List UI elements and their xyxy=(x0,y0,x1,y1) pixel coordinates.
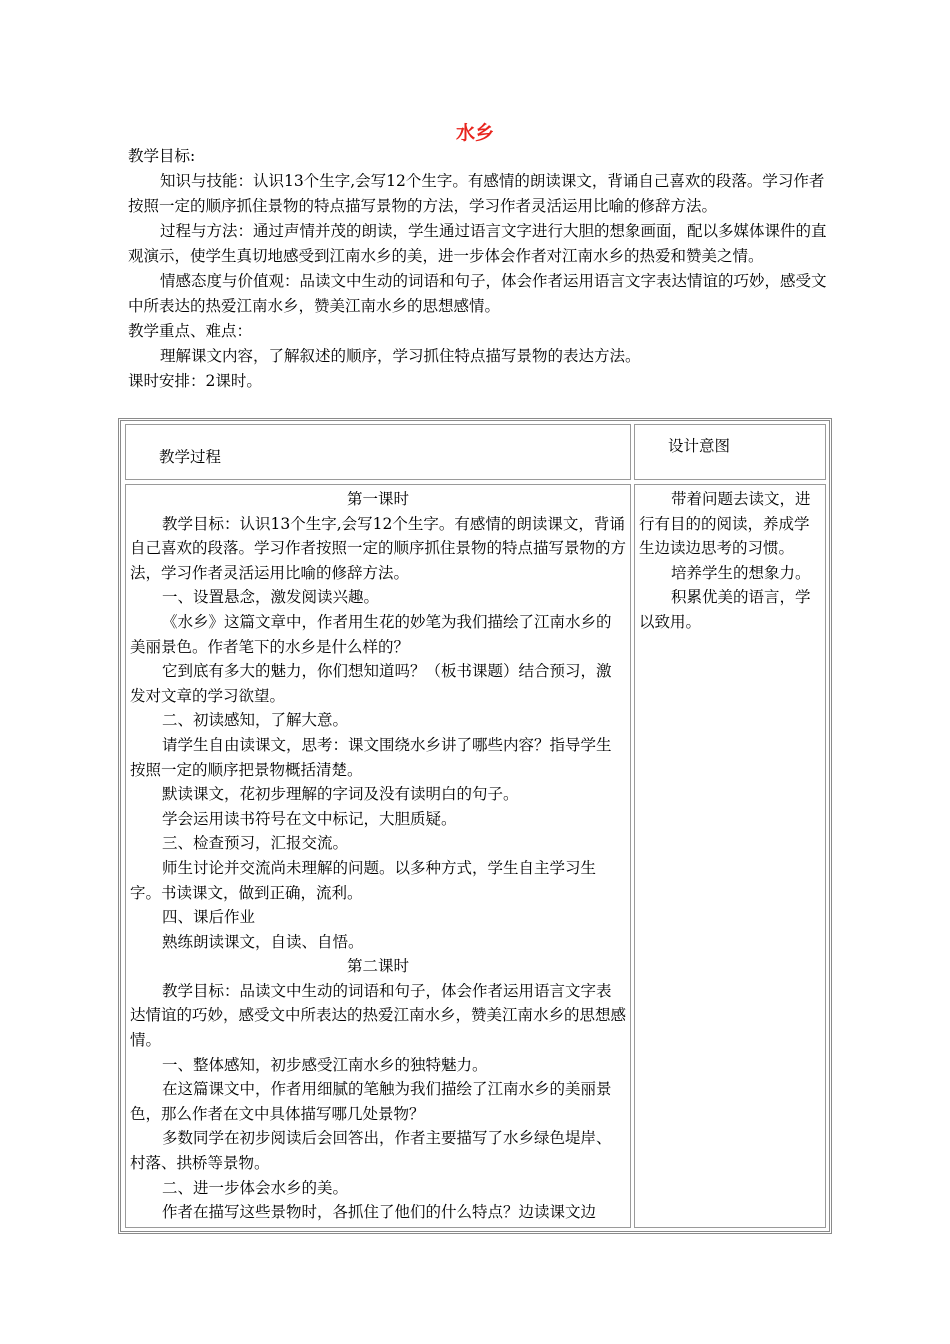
schedule: 课时安排：2课时。 xyxy=(128,372,262,390)
header-design-label: 设计意图 xyxy=(668,437,731,455)
goal-process: 过程与方法：通过声情并茂的朗读，学生通过语言文字进行大胆的想象画面，配以多媒体课件的直观演示，使学生真切地感受到江南水乡的美，进一步体会作者对江南水乡的热爱和赞美之情。 xyxy=(128,222,827,265)
process-paragraph: 教学目标：认识13个生字,会写12个生字。有感情的朗读课文，背诵自己喜欢的段落。学习作者按照一定的顺序抓住景物的特点描写景物的方法，学习作者灵活运用比喻的修辞方法。 xyxy=(130,514,627,582)
process-paragraph: 四、课后作业 xyxy=(162,908,256,927)
table-header-design xyxy=(634,424,826,480)
goal-knowledge: 知识与技能：认识13个生字,会写12个生字。有感情的朗读课文，背诵自己喜欢的段落。学习作者按照一定的顺序抓住景物的特点描写景物的方法，学习作者灵活运用比喻的修辞方法。 xyxy=(128,172,825,215)
page-title: 水乡 xyxy=(455,122,494,144)
process-paragraph: 教学目标：品读文中生动的词语和句子，体会作者运用语言文字表达情谊的巧妙，感受文中所表达的热爱江南水乡，赞美江南水乡的思想感情。 xyxy=(130,981,627,1050)
process-paragraph: 一、整体感知，初步感受江南水乡的独特魅力。 xyxy=(162,1055,488,1074)
design-paragraph: 带着问题去读文，进行有目的的阅读，养成学生边读边思考的习惯。 xyxy=(639,490,811,558)
lesson-period-heading: 第一课时 xyxy=(346,490,409,508)
process-paragraph: 学会运用读书符号在文中标记，大胆质疑。 xyxy=(162,809,457,828)
process-paragraph: 一、设置悬念，激发阅读兴趣。 xyxy=(162,588,380,607)
process-paragraph: 它到底有多大的魅力，你们想知道吗？（板书课题）结合预习，激发对文章的学习欲望。 xyxy=(130,662,612,705)
process-paragraph: 三、检查预习，汇报交流。 xyxy=(162,834,349,853)
process-paragraph: 二、初读感知，了解大意。 xyxy=(162,711,349,730)
process-paragraph: 在这篇课文中，作者用细腻的笔触为我们描绘了江南水乡的美丽景色，那么作者在文中具体描写哪几处景物？ xyxy=(130,1080,612,1123)
process-cell xyxy=(125,484,631,1228)
process-paragraph: 《水乡》这篇文章中，作者用生花的妙笔为我们描绘了江南水乡的美丽景色。作者笔下的水乡是什么样的？ xyxy=(130,612,612,656)
process-content xyxy=(126,485,630,1225)
table-header-process xyxy=(125,424,631,480)
process-paragraph: 作者在描写这些景物时，各抓住了他们的什么特点？边读课文边 xyxy=(162,1203,597,1222)
header-process-label: 教学过程 xyxy=(159,448,222,466)
design-content xyxy=(635,485,825,635)
process-paragraph: 请学生自由读课文，思考：课文围绕水乡讲了哪些内容？指导学生按照一定的顺序把景物概括清楚。 xyxy=(130,735,612,779)
goal-heading: 教学目标: xyxy=(128,147,196,165)
process-paragraph: 二、进一步体会水乡的美。 xyxy=(162,1178,349,1197)
key-heading: 教学重点、难点： xyxy=(128,322,253,340)
lesson-table xyxy=(118,418,832,1234)
goal-emotion: 情感态度与价值观：品读文中生动的词语和句子，体会作者运用语言文字表达情谊的巧妙，感受文中所表达的热爱江南水乡，赞美江南水乡的思想感情。 xyxy=(128,272,827,315)
lesson-period-heading: 第二课时 xyxy=(346,957,409,976)
design-paragraph: 培养学生的想象力。 xyxy=(671,563,811,582)
design-paragraph: 积累优美的语言，学以致用。 xyxy=(639,588,811,631)
intro-section xyxy=(128,144,838,394)
process-paragraph: 熟练朗读课文，自读、自悟。 xyxy=(162,932,364,951)
process-paragraph: 默读课文，花初步理解的字词及没有读明白的句子。 xyxy=(162,785,519,804)
process-paragraph: 多数同学在初步阅读后会回答出，作者主要描写了水乡绿色堤岸、村落、拱桥等景物。 xyxy=(130,1129,612,1173)
process-paragraph: 师生讨论并交流尚未理解的问题。以多种方式，学生自主学习生字。书读课文，做到正确，流利。 xyxy=(130,858,597,902)
design-cell xyxy=(634,484,826,1228)
key-content: 理解课文内容，了解叙述的顺序，学习抓住特点描写景物的表达方法。 xyxy=(160,347,641,365)
